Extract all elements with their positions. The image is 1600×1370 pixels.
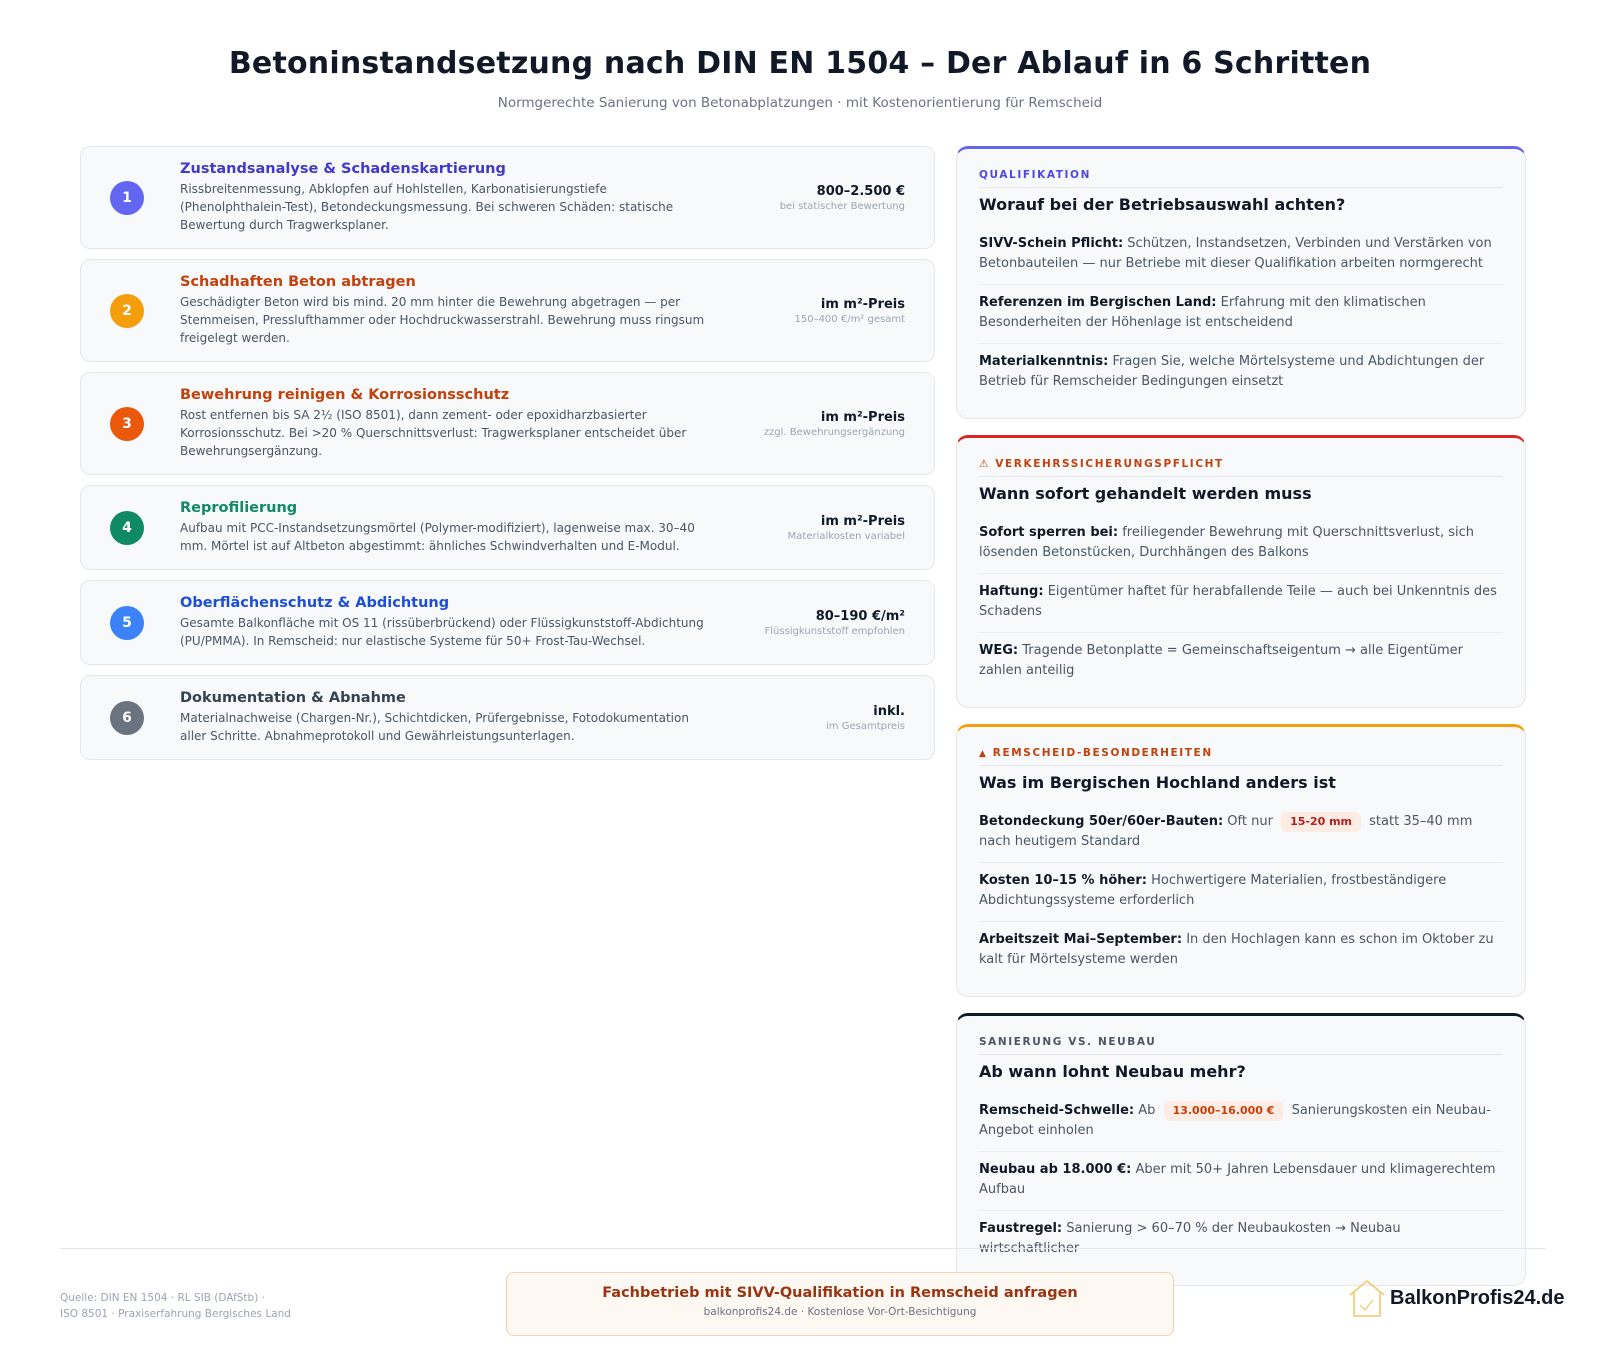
contact-cta-button[interactable]	[506, 1272, 1174, 1336]
step-cost-value: 80–190 €/m²	[815, 608, 905, 624]
page-subtitle: Normgerechte Sanierung von Betonabplatzungen · mit Kostenorientierung für Remscheid	[497, 95, 1103, 111]
step-cost-note: 150–400 €/m² gesamt	[794, 313, 905, 325]
remscheid-card	[956, 724, 1526, 997]
step-cost-value: im m²-Preis	[820, 409, 905, 425]
item-label: Faustregel:	[979, 1221, 1063, 1236]
item-label: WEG:	[979, 643, 1019, 658]
step-title: Zustandsanalyse & Schadenskartierung	[180, 161, 506, 177]
step-number-badge: 3	[110, 407, 144, 441]
card-item	[979, 285, 1503, 344]
cta-subtitle: balkonprofis24.de · Kostenlose Vor-Ort-Besichtigung	[703, 1306, 977, 1318]
step-number-badge: 4	[110, 511, 144, 545]
card-title: Ab wann lohnt Neubau mehr?	[979, 1062, 1246, 1081]
item-label: Sofort sperren bei:	[979, 525, 1119, 540]
steps-list	[80, 146, 935, 770]
step-cost-note: bei statischer Bewertung	[779, 200, 905, 212]
step-card-2	[80, 259, 935, 362]
step-number-badge: 2	[110, 294, 144, 328]
item-text: Ab	[1138, 1103, 1156, 1118]
step-description: Aufbau mit PCC-Instandsetzungsmörtel (Polymer-modifiziert), lagenweise max. 30–40 mm. Mörtel ist auf Altbeton abgestimmt: ähnliches Schwindverhalten und E-Modul.	[180, 521, 695, 553]
step-cost-note: zzgl. Bewehrungsergänzung	[763, 426, 905, 438]
item-label: Haftung:	[979, 584, 1044, 599]
step-description: Gesamte Balkonfläche mit OS 11 (rissüberbrückend) oder Flüssigkunststoff-Abdichtung (PU/PMMA). In Remscheid: nur elastische Systeme für 50+ Frost-Tau-Wechsel.	[180, 616, 704, 648]
card-item	[979, 344, 1503, 404]
step-card-4	[80, 485, 935, 570]
house-check-icon	[1348, 1278, 1386, 1318]
step-cost-value: im m²-Preis	[820, 296, 905, 312]
item-text: Schützen, Instandsetzen, Verbinden und Verstärken von Betonbauteilen — nur Betriebe mit dieser Qualifikation arbeiten normgerecht	[979, 236, 1492, 271]
step-description: Geschädigter Beton wird bis mind. 20 mm hinter die Bewehrung abgetragen — per Stemmeisen, Presslufthammer oder Hochdruckwasserstrahl. Bewehrung muss ringsum freigelegt werden.	[180, 295, 705, 345]
step-cost-note: im Gesamtpreis	[826, 720, 905, 732]
item-text: Sanierungskosten ein Neubau-Angebot einholen	[979, 1103, 1491, 1138]
card-item	[979, 863, 1503, 922]
info-sidebar	[956, 146, 1526, 1302]
card-item	[979, 1093, 1503, 1152]
card-kicker: QUALIFIKATION	[979, 169, 1503, 188]
step-title: Schadhaften Beton abtragen	[180, 274, 416, 290]
step-card-1	[80, 146, 935, 249]
item-label: Betondeckung 50er/60er-Bauten:	[979, 814, 1224, 829]
item-text: Fragen Sie, welche Mörtelsysteme und Abdichtungen der Betrieb für Remscheider Bedingungen einsetzt	[979, 354, 1485, 389]
step-cost	[715, 609, 905, 637]
item-text: statt 35–40 mm nach heutigem Standard	[979, 814, 1473, 849]
step-card-6	[80, 675, 935, 760]
brand-name: BalkonProfis24.de	[1390, 1286, 1565, 1309]
card-item	[979, 633, 1503, 693]
step-card-5	[80, 580, 935, 665]
step-description: Rost entfernen bis SA 2½ (ISO 8501), dann zement- oder epoxidharzbasierter Korrosionsschutz. Bei >20 % Querschnittsverlust: Tragwerksplaner entscheidet über Bewehrungsergänzung.	[180, 408, 687, 458]
card-kicker	[979, 458, 1503, 477]
step-title: Bewehrung reinigen & Korrosionsschutz	[180, 387, 510, 403]
item-label: Referenzen im Bergischen Land:	[979, 295, 1217, 310]
qualification-card	[956, 146, 1526, 419]
step-number-badge: 6	[110, 701, 144, 735]
step-cost	[715, 297, 905, 325]
cta-title: Fachbetrieb mit SIVV-Qualifikation in Remscheid anfragen	[602, 1285, 1078, 1301]
item-text: Oft nur	[1227, 814, 1273, 829]
card-title: Was im Bergischen Hochland anders ist	[979, 773, 1336, 792]
item-label: Remscheid-Schwelle:	[979, 1103, 1135, 1118]
source-note	[60, 1290, 291, 1322]
step-description: Materialnachweise (Chargen-Nr.), Schichtdicken, Prüfergebnisse, Fotodokumentation aller Schritte. Abnahmeprotokoll und Gewährleistungsunterlagen.	[180, 711, 689, 743]
step-cost-value: inkl.	[873, 703, 905, 719]
card-item	[979, 1211, 1503, 1271]
card-item	[979, 226, 1503, 285]
footer-divider	[60, 1248, 1546, 1249]
item-text: In den Hochlagen kann es schon im Oktober zu kalt für Mörtelsysteme werden	[979, 932, 1494, 967]
page-title: Betoninstandsetzung nach DIN EN 1504 – Der Ablauf in 6 Schritten	[228, 46, 1372, 81]
page-header	[0, 46, 1600, 111]
step-title: Oberflächenschutz & Abdichtung	[180, 595, 450, 611]
item-text: Eigentümer haftet für herabfallende Teile — auch bei Unkenntnis des Schadens	[979, 584, 1497, 619]
step-cost-value: 800–2.500 €	[816, 183, 905, 199]
card-title: Worauf bei der Betriebsauswahl achten?	[979, 195, 1346, 214]
step-number-badge: 1	[110, 181, 144, 215]
warning-icon: ⚠	[979, 458, 991, 470]
step-card-3	[80, 372, 935, 475]
item-text: Tragende Betonplatte = Gemeinschaftseigentum → alle Eigentümer zahlen anteilig	[979, 643, 1463, 678]
card-item	[979, 922, 1503, 982]
card-item	[979, 515, 1503, 574]
item-label: Neubau ab 18.000 €:	[979, 1162, 1132, 1177]
highlight-pill: 15-20 mm	[1281, 812, 1361, 832]
comparison-card	[956, 1013, 1526, 1286]
mountain-icon: ▲	[979, 749, 988, 759]
step-cost	[715, 704, 905, 732]
item-text: Aber mit 50+ Jahren Lebensdauer und klimagerechtem Aufbau	[979, 1162, 1496, 1197]
step-cost	[715, 514, 905, 542]
safety-card	[956, 435, 1526, 708]
card-item	[979, 574, 1503, 633]
step-cost-note: Materialkosten variabel	[787, 530, 905, 542]
item-label: Kosten 10–15 % höher:	[979, 873, 1147, 888]
item-text: Hochwertigere Materialien, frostbeständigere Abdichtungssysteme erforderlich	[979, 873, 1447, 908]
item-text: Erfahrung mit den klimatischen Besonderheiten der Höhenlage ist entscheidend	[979, 295, 1426, 330]
kicker-label: VERKEHRSSICHERUNGSPFLICHT	[995, 458, 1224, 470]
item-text: freiliegender Bewehrung mit Querschnittsverlust, sich lösenden Betonstücken, Durchhängen des Balkons	[979, 525, 1475, 560]
step-cost	[715, 184, 905, 212]
step-cost	[715, 410, 905, 438]
step-title: Reprofilierung	[180, 500, 298, 516]
card-item	[979, 1152, 1503, 1211]
highlight-pill: 13.000–16.000 €	[1164, 1101, 1284, 1121]
source-line: ISO 8501 · Praxiserfahrung Bergisches Land	[60, 1308, 291, 1320]
item-label: Materialkenntnis:	[979, 354, 1109, 369]
step-number-badge: 5	[110, 606, 144, 640]
step-cost-value: im m²-Preis	[820, 513, 905, 529]
kicker-label: REMSCHEID-BESONDERHEITEN	[992, 747, 1213, 759]
card-item	[979, 804, 1503, 863]
card-kicker: SANIERUNG VS. NEUBAU	[979, 1036, 1503, 1055]
step-title: Dokumentation & Abnahme	[180, 690, 406, 706]
item-label: Arbeitszeit Mai–September:	[979, 932, 1183, 947]
step-cost-note: Flüssigkunststoff empfohlen	[764, 625, 905, 637]
source-line: Quelle: DIN EN 1504 · RL SIB (DAfStb) ·	[60, 1292, 265, 1304]
item-label: SIVV-Schein Pflicht:	[979, 236, 1124, 251]
card-title: Wann sofort gehandelt werden muss	[979, 484, 1312, 503]
step-description: Rissbreitenmessung, Abklopfen auf Hohlstellen, Karbonatisierungstiefe (Phenolphthalein-Test), Betondeckungsmessung. Bei schweren Schäden: statische Bewertung durch Tragwerksplaner.	[180, 182, 674, 232]
brand-logo[interactable]	[1348, 1278, 1565, 1318]
card-kicker	[979, 747, 1503, 766]
item-text: Sanierung > 60–70 % der Neubaukosten → Neubau wirtschaftlicher	[979, 1221, 1401, 1256]
